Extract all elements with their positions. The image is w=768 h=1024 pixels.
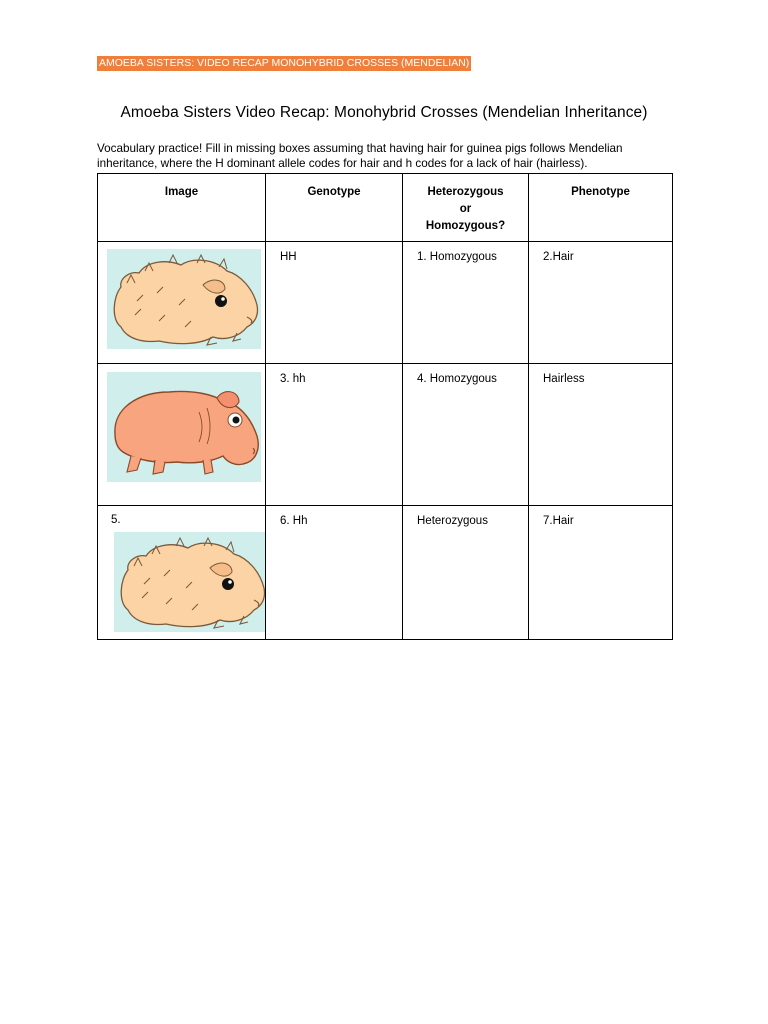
header-tag: AMOEBA SISTERS: VIDEO RECAP MONOHYBRID CROSSES (MENDELIAN) [99,57,470,69]
image-cell [98,506,266,640]
zygosity-cell: 1. Homozygous [403,242,529,364]
hairless-guinea-pig-image [107,372,261,482]
table-row [98,242,673,364]
genotype-cell: HH [266,242,403,364]
header-image: Image [98,174,266,242]
hairy-guinea-pig-image [107,249,261,349]
phenotype-cell: 7.Hair [529,506,673,640]
image-number-label: 5. [111,514,121,526]
image-cell [98,242,266,364]
table-row [98,506,673,640]
genotype-cell: 3. hh [266,364,403,506]
table-header-row [98,174,673,242]
genotype-cell: 6. Hh [266,506,403,640]
header-genotype: Genotype [266,174,403,242]
zygosity-cell: Heterozygous [403,506,529,640]
table-row [98,364,673,506]
image-cell [98,364,266,506]
instructions-text: Vocabulary practice! Fill in missing boxes assuming that having hair for guinea pigs follows Mendelian inheritance, where the H dominant allele codes for hair and h codes for a lack of hair (hairless). [97,142,623,170]
header-phenotype: Phenotype [529,174,673,242]
phenotype-cell: Hairless [529,364,673,506]
phenotype-cell: 2.Hair [529,242,673,364]
zygosity-cell: 4. Homozygous [403,364,529,506]
hairy-guinea-pig-image [114,532,265,632]
header-zygosity: Heterozygous or Homozygous? [403,174,529,242]
vocabulary-table [97,173,673,640]
page-title: Amoeba Sisters Video Recap: Monohybrid Crosses (Mendelian Inheritance) [120,104,648,121]
